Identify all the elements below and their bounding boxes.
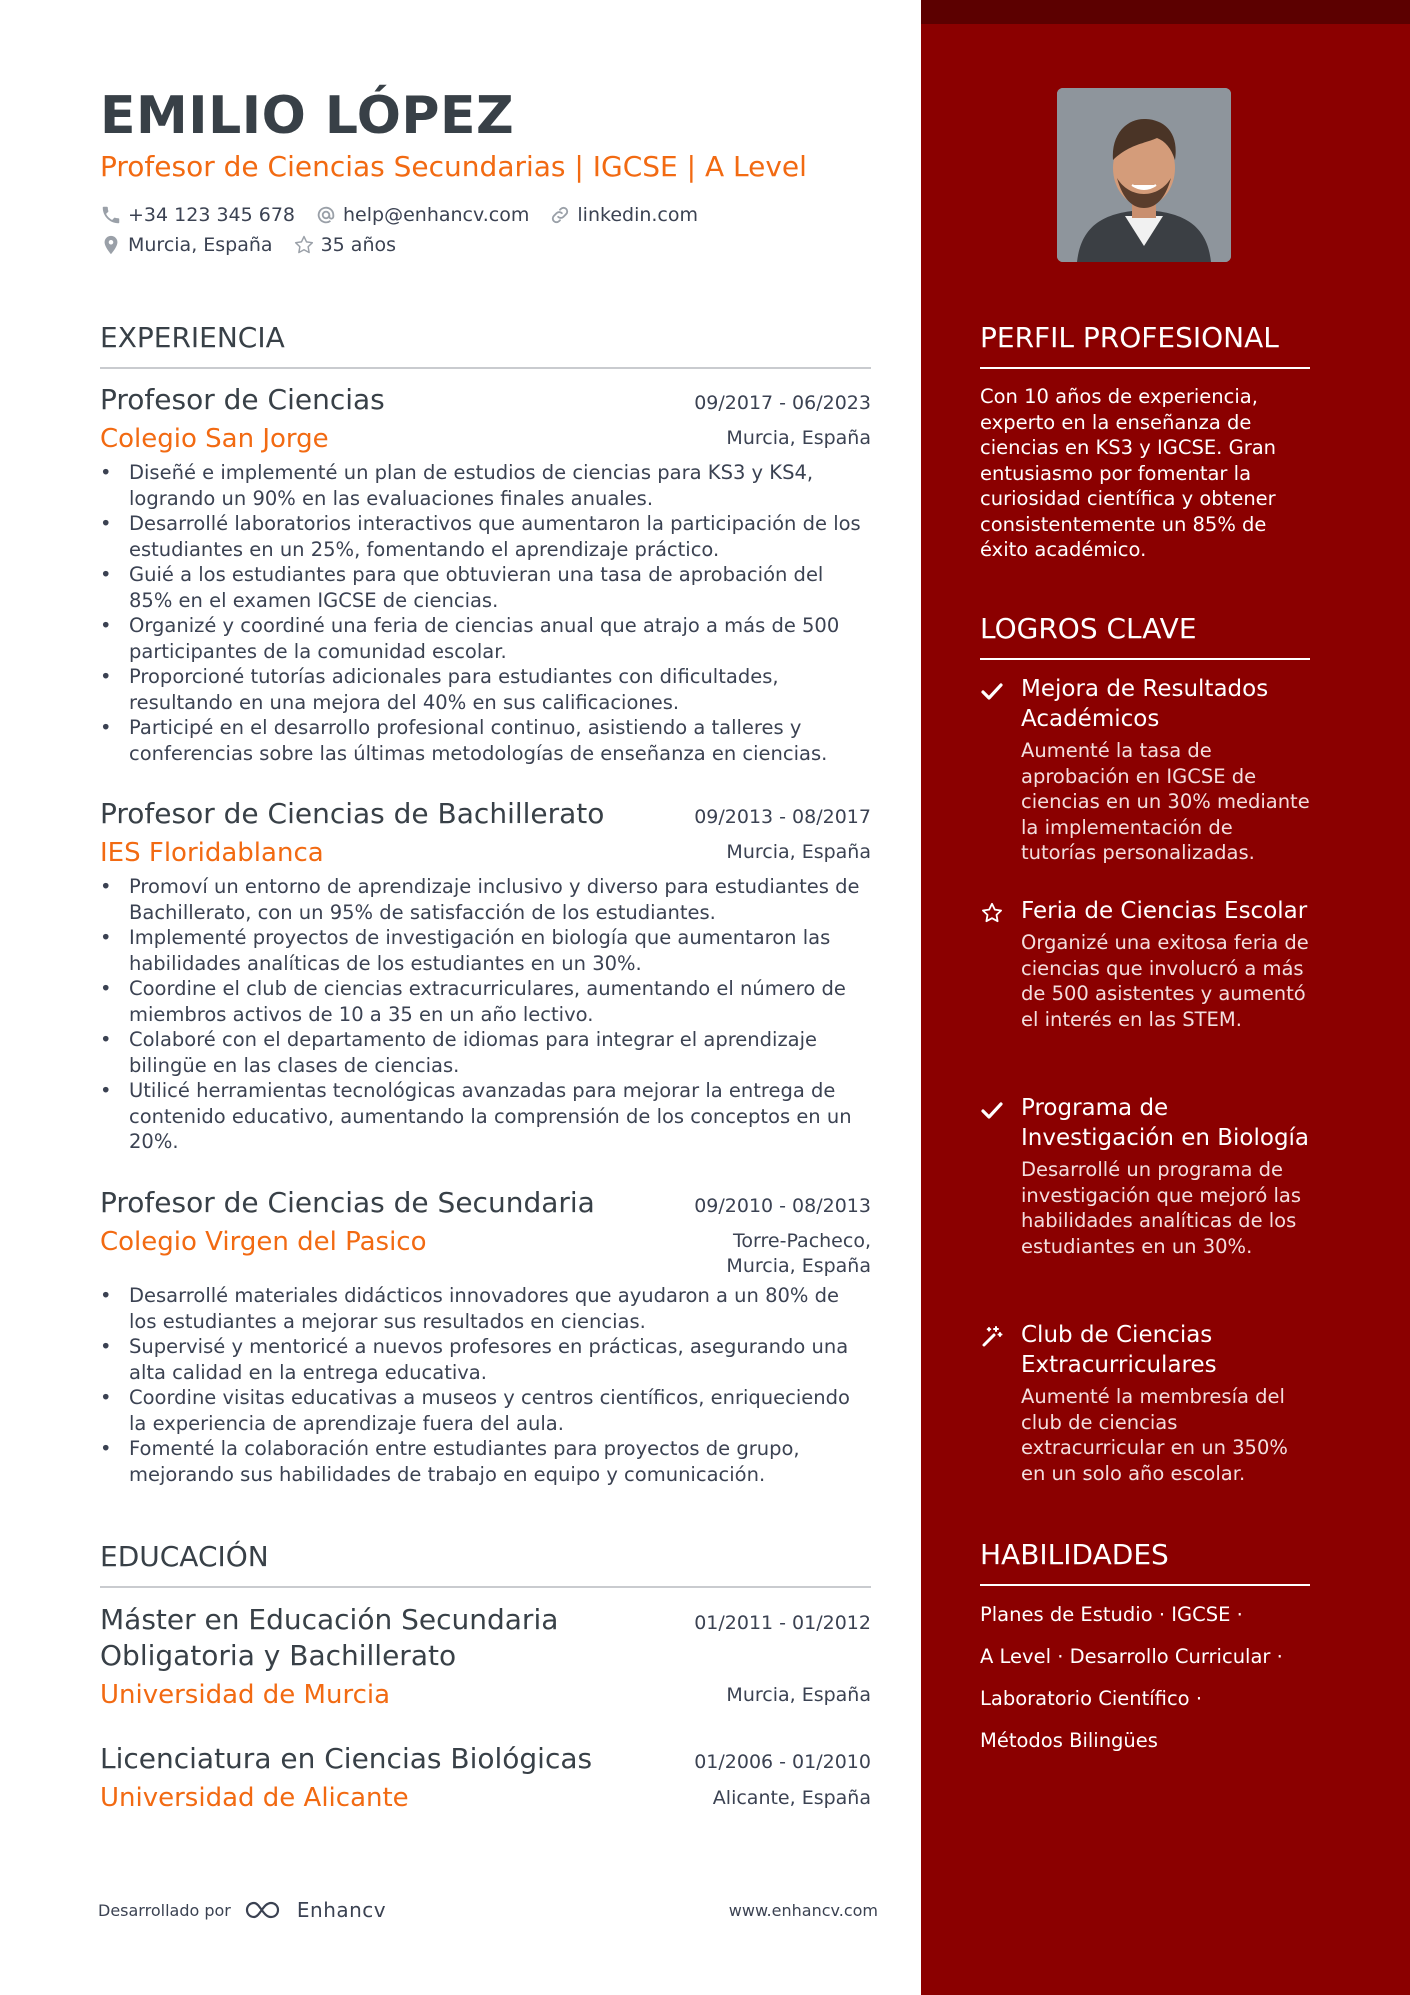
job-location: Murcia, España xyxy=(726,841,871,863)
job-bullet: • Promoví un entorno de aprendizaje inclusivo y diverso para estudiantes de Bachillerato, con un 95% de satisfacción de los estudiantes. xyxy=(100,874,871,925)
job-entry xyxy=(100,1185,871,1487)
at-icon xyxy=(315,204,337,226)
job-organization: Colegio San Jorge xyxy=(100,424,329,454)
job-bullet: • Supervisé y mentoricé a nuevos profesores en prácticas, asegurando una alta calidad en la entrega educativa. xyxy=(100,1334,871,1385)
job-bullet: • Coordine visitas educativas a museos y centros científicos, enriqueciendo la experiencia de aprendizaje fuera del aula. xyxy=(100,1385,871,1436)
education-dates: 01/2006 - 01/2010 xyxy=(694,1751,871,1773)
achievements-divider xyxy=(980,658,1310,660)
sidebar xyxy=(921,0,1410,1995)
job-dates: 09/2010 - 08/2013 xyxy=(694,1195,871,1217)
phone-text: +34 123 345 678 xyxy=(128,204,296,226)
job-bullet: • Fomenté la colaboración entre estudiantes para proyectos de grupo, mejorando sus habilidades de trabajo en equipo y comunicación. xyxy=(100,1436,871,1487)
education-location: Murcia, España xyxy=(726,1684,871,1706)
job-bullet: • Utilicé herramientas tecnológicas avanzadas para mejorar la entrega de contenido educativo, aumentando la comprensión de los conceptos en un 20%. xyxy=(100,1078,871,1155)
job-entry xyxy=(100,382,871,766)
job-bullet: • Coordine el club de ciencias extracurriculares, aumentando el número de miembros activos de 10 a 35 en un año lectivo. xyxy=(100,976,871,1027)
skills-heading: HABILIDADES xyxy=(980,1538,1169,1571)
education-location: Alicante, España xyxy=(712,1787,871,1809)
profile-heading: PERFIL PROFESIONAL xyxy=(980,321,1279,354)
job-organization: IES Floridablanca xyxy=(100,838,324,868)
job-location-line: Murcia, España xyxy=(726,1255,871,1277)
education-dates: 01/2011 - 01/2012 xyxy=(694,1612,871,1634)
footer-url[interactable]: www.enhancv.com xyxy=(728,1900,878,1920)
job-bullet: • Desarrollé laboratorios interactivos que aumentaron la participación de los estudiantes en un 25%, fomentando el aprendizaje práctico. xyxy=(100,511,871,562)
star-icon xyxy=(980,901,1004,925)
check-icon xyxy=(980,1098,1004,1122)
enhancv-logo-icon xyxy=(243,1898,289,1922)
profile-photo xyxy=(1057,88,1231,262)
sidebar-top-band xyxy=(921,0,1410,24)
education-degree: Máster en Educación Secundaria Obligatoria y Bachillerato xyxy=(100,1603,559,1672)
skills-line: A Level · Desarrollo Curricular · xyxy=(980,1645,1283,1668)
achievement-description: Organizé una exitosa feria de ciencias que involucró a más de 500 asistentes y aumentó el interés en las STEM. xyxy=(1021,931,1309,1031)
achievement-title: Programa de Investigación en Biología xyxy=(1021,1095,1310,1151)
job-entry xyxy=(100,796,871,1155)
job-organization: Colegio Virgen del Pasico xyxy=(100,1227,427,1257)
skills-line: Métodos Bilingües xyxy=(980,1729,1158,1752)
job-dates: 09/2013 - 08/2017 xyxy=(694,806,871,828)
contact-info xyxy=(100,200,718,260)
candidate-name: EMILIO LÓPEZ xyxy=(100,86,515,146)
age-text: 35 años xyxy=(320,234,397,256)
job-bullets xyxy=(100,460,871,766)
skills-line: Planes de Estudio · IGCSE · xyxy=(980,1603,1243,1626)
achievement-description: Aumenté la membresía del club de ciencias extracurricular en un 350% en un solo año escolar. xyxy=(1021,1385,1288,1485)
education-heading: EDUCACIÓN xyxy=(100,1540,269,1573)
job-bullet: • Proporcioné tutorías adicionales para estudiantes con dificultades, resultando en una mejora del 40% en sus calificaciones. xyxy=(100,664,871,715)
job-bullets xyxy=(100,1283,871,1487)
achievement-description: Desarrollé un programa de investigación que mejoró las habilidades analíticas de los estudiantes en un 30%. xyxy=(1021,1158,1302,1258)
education-school: Universidad de Murcia xyxy=(100,1680,391,1710)
achievement-title: Club de Ciencias Extracurriculares xyxy=(1021,1322,1217,1378)
contact-email[interactable] xyxy=(315,204,529,226)
powered-by-text: Desarrollado por xyxy=(98,1900,231,1920)
location-pin-icon xyxy=(100,234,122,256)
job-bullets xyxy=(100,874,871,1155)
achievements-heading: LOGROS CLAVE xyxy=(980,612,1197,645)
job-dates: 09/2017 - 06/2023 xyxy=(694,392,871,414)
achievement-item xyxy=(980,1093,1310,1259)
job-location xyxy=(726,1229,871,1279)
job-role: Profesor de Ciencias de Bachillerato xyxy=(100,797,605,830)
job-bullet: • Diseñé e implementé un plan de estudios de ciencias para KS3 y KS4, logrando un 90% en las evaluaciones finales anuales. xyxy=(100,460,871,511)
candidate-title: Profesor de Ciencias Secundarias | IGCSE | A Level xyxy=(100,150,807,183)
contact-age xyxy=(293,234,396,256)
achievement-item xyxy=(980,896,1310,1032)
job-location: Murcia, España xyxy=(726,427,871,449)
education-entry xyxy=(100,1741,871,1815)
linkedin-text: linkedin.com xyxy=(577,204,699,226)
job-bullet: • Desarrollé materiales didácticos innovadores que ayudaron a un 80% de los estudiantes a mejorar sus resultados en ciencias. xyxy=(100,1283,871,1334)
footer-branding xyxy=(98,1898,386,1922)
skills-line: Laboratorio Científico · xyxy=(980,1687,1203,1710)
job-location-line: Torre-Pacheco, xyxy=(733,1230,871,1252)
contact-linkedin[interactable] xyxy=(549,204,698,226)
skills-divider xyxy=(980,1584,1310,1586)
check-icon xyxy=(980,679,1004,703)
job-bullet: • Guié a los estudiantes para que obtuvieran una tasa de aprobación del 85% en el examen IGCSE de ciencias. xyxy=(100,562,871,613)
job-bullet: • Implementé proyectos de investigación en biología que aumentaron las habilidades analíticas de los estudiantes en un 30%. xyxy=(100,925,871,976)
magic-wand-icon xyxy=(980,1325,1004,1349)
job-bullet: • Colaboré con el departamento de idiomas para integrar el aprendizaje bilingüe en las clases de ciencias. xyxy=(100,1027,871,1078)
email-text: help@enhancv.com xyxy=(343,204,530,226)
location-text: Murcia, España xyxy=(128,234,273,256)
achievement-title: Feria de Ciencias Escolar xyxy=(1021,898,1308,924)
achievement-item xyxy=(980,674,1310,866)
job-bullet: • Participé en el desarrollo profesional continuo, asistiendo a talleres y conferencias sobre las últimas metodologías de enseñanza en ciencias. xyxy=(100,715,871,766)
profile-divider xyxy=(980,367,1310,369)
avatar-illustration xyxy=(1057,88,1231,262)
profile-summary: Con 10 años de experiencia, experto en la enseñanza de ciencias en KS3 y IGCSE. Gran entusiasmo por fomentar la curiosidad científica y obtener consistentemente un 85% de éxito académico. xyxy=(980,385,1277,561)
job-bullet: • Organizé y coordiné una feria de ciencias anual que atrajo a más de 500 participantes de la comunidad escolar. xyxy=(100,613,871,664)
brand-name: Enhancv xyxy=(296,1898,387,1922)
skills-list xyxy=(980,1594,1320,1762)
star-icon xyxy=(293,234,315,256)
education-school: Universidad de Alicante xyxy=(100,1783,409,1813)
experience-divider xyxy=(100,367,871,369)
job-role: Profesor de Ciencias xyxy=(100,383,385,416)
experience-heading: EXPERIENCIA xyxy=(100,321,285,354)
education-divider xyxy=(100,1586,871,1588)
achievement-item xyxy=(980,1320,1310,1486)
education-entry xyxy=(100,1602,871,1712)
phone-icon xyxy=(100,204,122,226)
link-icon xyxy=(549,204,571,226)
achievement-title: Mejora de Resultados Académicos xyxy=(1021,676,1269,732)
contact-phone[interactable] xyxy=(100,204,295,226)
job-role: Profesor de Ciencias de Secundaria xyxy=(100,1186,595,1219)
achievement-description: Aumenté la tasa de aprobación en IGCSE de ciencias en un 30% mediante la implementación de tutorías personalizadas. xyxy=(1021,739,1310,864)
footer xyxy=(98,1895,878,1925)
education-degree: Licenciatura en Ciencias Biológicas xyxy=(100,1742,593,1775)
contact-location xyxy=(100,234,273,256)
